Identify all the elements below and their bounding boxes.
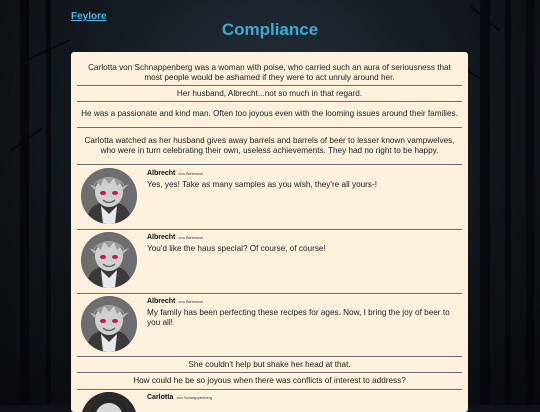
divider xyxy=(77,127,462,128)
narration-3: He was a passionate and kind man. Often too joyous even with the looming issues around their families. xyxy=(81,109,458,118)
speaker-surname: von Schnappenberg xyxy=(176,395,213,400)
dialogue-message-3 xyxy=(77,296,462,354)
divider xyxy=(77,389,462,390)
speaker-surname: von Biermann xyxy=(178,171,204,176)
divider xyxy=(77,229,462,230)
dialogue-text: Yes, yes! Take as many samples as you wish, they're all yours-! xyxy=(147,180,378,189)
narration-2: Her husband, Albrecht...not so much in that regard. xyxy=(176,88,363,98)
narration-4: Carlotta watched as her husband gives away barrels and barrels of beer to lesser known vampwelves, who were in turn celebrating their own, useless achievements. They had no right to be happy. xyxy=(84,136,455,155)
narration-1: Carlotta von Schnappenberg was a woman with poise, who carried such an aura of seriousness that most people would be ashamed if they were to act unruly around her. xyxy=(88,63,451,82)
speaker-name: Albrecht von Biermann xyxy=(147,298,204,305)
narration-5: She couldn't help but shake her head at that. xyxy=(188,359,351,369)
divider xyxy=(77,164,462,165)
speaker-name: Albrecht von Biermann xyxy=(147,170,204,177)
vampire-portrait-icon xyxy=(81,232,137,288)
site-link-feylore[interactable]: Feylore xyxy=(71,11,107,22)
vampire-portrait-icon xyxy=(81,392,137,412)
vampire-portrait-icon xyxy=(81,168,137,224)
speaker-name: Carlotta von Schnappenberg xyxy=(147,394,213,401)
vampire-portrait-icon xyxy=(81,296,137,352)
divider xyxy=(77,356,462,357)
divider xyxy=(77,372,462,373)
speaker-name: Albrecht von Biermann xyxy=(147,234,204,241)
story-panel xyxy=(71,52,468,412)
speaker-surname: von Biermann xyxy=(178,299,204,304)
dialogue-message-1 xyxy=(77,168,462,226)
dialogue-text: My family has been perfecting these recipes for ages. Now, I bring the joy of beer to you all! xyxy=(147,308,450,327)
speaker-surname: von Biermann xyxy=(178,235,204,240)
divider xyxy=(77,85,462,86)
divider xyxy=(77,293,462,294)
dialogue-text: You'd like the haus special? Of course, of course! xyxy=(147,244,326,253)
divider xyxy=(77,101,462,102)
dialogue-message-4 xyxy=(77,392,462,412)
page-title: Compliance xyxy=(221,20,319,39)
dialogue-message-2 xyxy=(77,232,462,290)
narration-6: How could he be so joyous when there was conflicts of interest to address? xyxy=(133,375,406,385)
